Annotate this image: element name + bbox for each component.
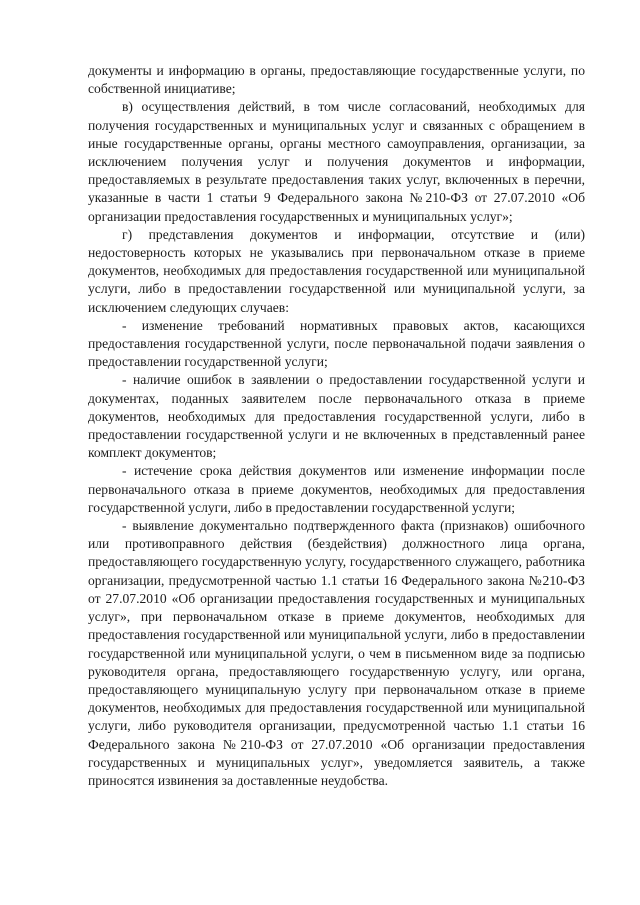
paragraph-exception-3: - истечение срока действия документов или изменение информации после первоначального отказа в приеме документов, необходимых для предоставления государственной услуги, либо в предоставлении государственной услуги; xyxy=(88,463,585,515)
paragraph-exception-4: - выявление документально подтвержденного факта (признаков) ошибочного или противоправного действия (бездействия) должностного лица органа, предоставляющего государственную услугу, государственного служащего, работника организации, предусмотренной частью 1.1 статьи 16 Федерального закона №210-ФЗ от 27.07.2010 «Об организации предоставления государственных и муниципальных услуг», при первоначальном отказе в приеме документов, необходимых для предоставления государственной или муниципальной услуги, либо в предоставлении государственной или муниципальной услуги, о чем в письменном виде за подписью руководителя органа, предоставляющего государственную услугу, или органа, предоставляющего муниципальную услугу при первоначальном отказе в приеме документов, необходимых для предоставления государственной или муниципальной услуги, либо руководителя организации, предусмотренной частью 1.1 статьи 16 Федерального закона №210-ФЗ от 27.07.2010 «Об организации предоставления государственных и муниципальных услуг», уведомляется заявитель, а также приносятся извинения за доставленные неудобства. xyxy=(88,518,585,788)
paragraph-item-g: г) представления документов и информации, отсутствие и (или) недостоверность которых не указывались при первоначальном отказе в приеме документов, необходимых для предоставления государственной или муниципальной услуги, либо в предоставлении государственной или муниципальной услуги, за исключением следующих случаев: xyxy=(88,226,585,315)
paragraph-exception-1: - изменение требований нормативных правовых актов, касающихся предоставления государственной услуги, после первоначальной подачи заявления о предоставлении государственной услуги; xyxy=(88,317,585,370)
paragraph-exception-2: - наличие ошибок в заявлении о предоставлении государственной услуги и документах, поданных заявителем после первоначального отказа в приеме документов, необходимых для предоставления государственной услуги, либо в предоставлении государственной услуги и не включенных в представленный ранее комплект документов; xyxy=(88,372,585,461)
paragraph-continuation: документы и информацию в органы, предоставляющие государственные услуги, по собственной инициативе; xyxy=(88,63,585,97)
paragraph-item-v: в) осуществления действий, в том числе согласований, необходимых для получения государственных и муниципальных услуг и связанных с обращением в иные государственные органы, органы местного самоуправления, организации, за исключением получения услуг и получения документов и информации, предоставляемых в результате предоставления таких услуг, включенных в перечни, указанные в части 1 статьи 9 Федерального закона №210-ФЗ от 27.07.2010 «Об организации предоставления государственных и муниципальных услуг»; xyxy=(88,99,585,224)
document-page xyxy=(88,62,585,790)
